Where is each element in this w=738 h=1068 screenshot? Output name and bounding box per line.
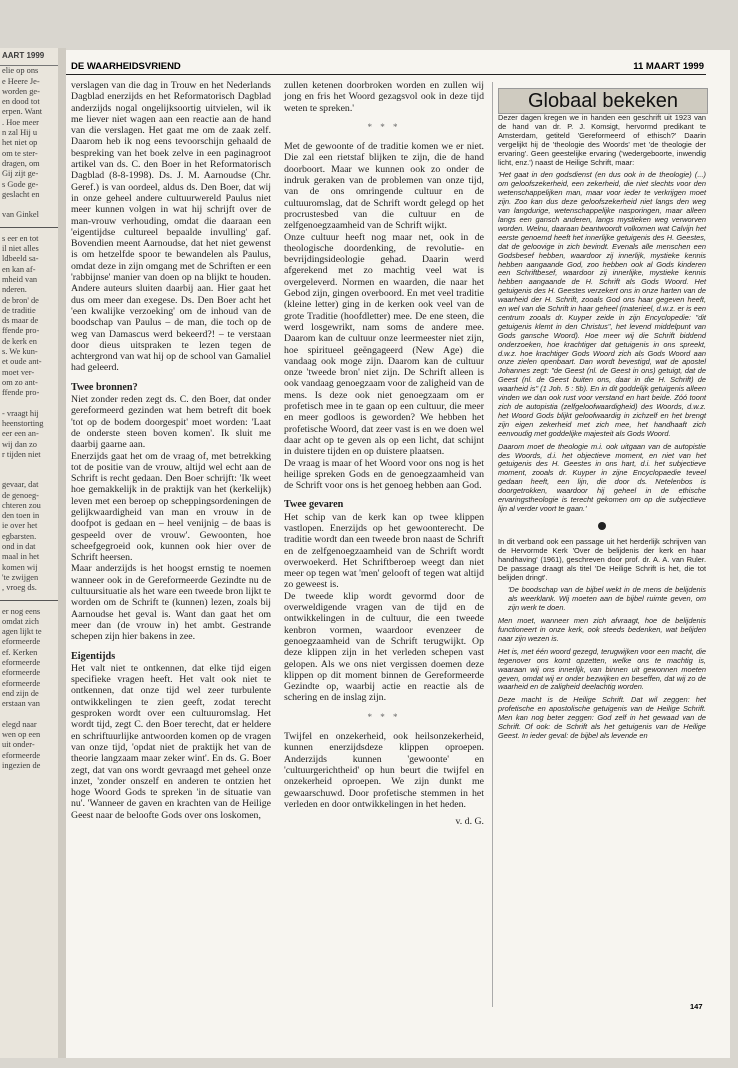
bullet-divider (598, 522, 606, 530)
quotation: 'Het gaat in den godsdienst (en dus ook in de theologie) (...) om geloofszekerheid, een zekerheid, die niet slechts voor den wetenschappelijken man, maar voor ieder te verkrijgen moet zijn. Zoo kan dus deze geloofszekerheid niet langs den weg van langdurige, wetenschappelijke nasporingen, maar alleen langs een gansch anderen, langs mystieken weg verworven worden. Welnu, daaraan beantwoordt volkomen wat Calvijn het eerste genoemd heeft het innerlijke getuigenis des H. Geestes, dat de geloovige in zich bevindt. Evenals alle menschen een Godsbesef hebben, waardoor zij innerlijk, mystieke kennis hebben aangaande God, zoo hebben ook al Gods kinderen een Schriftbesef, waardoor zij innerlijke, mystieke kennis hebben aangaande de H. Schrift als Gods Woord. Het getuigenis des H. Geestes verzekert ons in onze harten van de waarheid der H. Schrift, zooals God ons haar gegeven heeft, en wel van die Schrift in haar geheel (materieel, d.w.z. er is een centrum zooals dr. Kuyper zeide in zijn Encyclopedie: "dit getuigenis klemt in den Christus", het levend middelpunt van Gods gansche Woord). Hoe meer wij die Schrift biddend onderzoeken, hoe krachtiger dat getuigenis in ons spreekt, d.w.z. hoe krachtiger Gods Woord zich als Gods Woord aan onze zielen openbaart. Dan wordt bevestigd, wat de apostel Johannes zegt: "de Geest (nl. de Geest in ons) getuigt, dat de Geest (nl. de Geest buiten ons, daar in die H. Schrift) de waarheid is" (1 Joh. 5 : 5b). En in dit goddelijk getuigenis alleen vinden we dan ook rust voor verstand en hart beide. Zóó toont zich de autopistia (zelfgeloofwaardigheid) des Woords, d.w.z. het Woord Gods blijkt geloofwaardig in zichzelf en het brengt zijn eigen zekerheid met zich mee, het handhaaft zich eenvoudig met goddelijke majesteit als Gods Woord. (498, 170, 706, 438)
paragraph: In dit verband ook een passage uit het herderlijk schrijven van de Hervormde Kerk 'Over de belijdenis der kerk en haar handhaving' (1961), geschreven door prof. dr. A. A. van Ruler. De passage draagt als titel 'De Heilige Schrift is het, die tot belijden dringt'. (498, 536, 706, 582)
publication-date: 11 MAART 1999 (633, 61, 704, 72)
paragraph: Twijfel en onzekerheid, ook heilsonzekerheid, kunnen enerzijdsdeze klippen oproepen. Anderzijds kunnen 'gewoonte' en 'cultuurgerichtheid' op hun beurt die twijfel en onzekerheid oproepen. We zijn dunkt me gewaarschuwd. Door profetische stemmen in het verleden en door ontwikkelingen in het heden. (284, 731, 484, 810)
previous-page-line: . Hoe meer (2, 117, 39, 127)
previous-page-header: AART 1999 (0, 48, 58, 66)
previous-page-block (0, 480, 58, 593)
previous-page-line: agen lijkt te (2, 627, 42, 637)
previous-page-line: ldbeeld sa- (2, 254, 39, 264)
previous-page-line: elie op ons (2, 66, 39, 76)
paragraph: De vraag is maar of het Woord voor ons nog is het heilige spreken Gods en de genoegzaamheid van de Schrift voor ons is het genoeg hebben aan God. (284, 457, 484, 492)
previous-page-line: egbarsten. (2, 531, 37, 541)
quotation: Het is, met één woord gezegd, terugwijken voor een macht, die tegenover ons komt opzetten, welke ons te machtig is, waaraan wij ons innerlijk, van binnen uit gewonnen moeten geven, omdat wij er onder bezwijken en beseffen, dat wij zo de waarheid en de zaligheid deelachtig worden. (498, 646, 706, 692)
quotation: Men moet, wanneer men zich afvraagt, hoe de belijdenis functioneert in onze kerk, ook steeds bedenken, wat belijden naar zijn wezen is. (498, 616, 706, 643)
previous-page-line: komen wij (2, 562, 38, 572)
column-divider (492, 82, 493, 1007)
previous-page-line: chteren zou (2, 500, 41, 510)
previous-page-line: e Heere Je- (2, 76, 40, 86)
paragraph: Enerzijds gaat het om de vraag of, met betrekking tot de positie van de vrouw, altijd wel echt aan de Schrift is recht gedaan. Den Boer schrijft: 'Ik weet hoe gemakkelijk in de praktijk van het (kerkelijk) leven met een beroep op scheppingsordeningen de gelijkwaardigheid van man en vrouw in de doofpot is gedaan en – heel venijnig – de baas is gespeeld over de vrouw'. Gewoonten, hoe scheefgegroeid ook, kunnen ook hier over de Schrift heersen. (71, 450, 271, 564)
previous-page-block (0, 607, 58, 772)
page-number: 147 (690, 1002, 703, 1011)
previous-page-line: ffende pro- (2, 388, 40, 398)
previous-page-line (2, 399, 58, 409)
quotation: Deze macht is de Heilige Schrift. Dat wil zeggen: het profetische en apostolische getuigenis van de Heilige Schrift. Men kan nog beter zeggen: God zelf in het gewaad van de Schrift. Of ook: de Schrift als het getuigenis van de Heilige Geest. In ieder geval: de bijbel als levende en (498, 695, 706, 740)
previous-page-line: eformeerde (2, 637, 41, 647)
previous-page-line: eformeerde (2, 750, 41, 760)
quotation: Daarom moet de theologie m.i. ook uitgaan van de autopistie des Woords, d.i. het objectieve moment, en niet van het getuigenis des H. Geestes in ons hart, d.i. het subjectieve moment, zooals dr. Kuyper in zijne Encyclopaedie teveel gedaan heeft, een lijn, die door ds. Netelenbos is doorgetrokken, waardoor hij geheel in de ethische ervaringstheologie is terecht gekomen om op die subjectieve lijn al verder voort te gaan.' (498, 441, 706, 513)
previous-page-line (2, 710, 58, 720)
paragraph: Niet zonder reden zegt ds. C. den Boer, dat onder gereformeerd gezinden wat hem betreft dit boek 'tot op de bodem doorgespit' moet worden: 'Laat de onderste steen boven komen'. Ik sluit me daarbij gaarne aan. (71, 394, 271, 451)
previous-page-line: wen op een (2, 730, 41, 740)
publication-name: DE WAARHEIDSVRIEND (71, 61, 181, 72)
sidebar-title: Globaal bekeken (498, 88, 708, 114)
previous-page-line: elegd naar (2, 719, 37, 729)
previous-page-block (0, 234, 58, 461)
previous-page-line: omdat zich (2, 616, 39, 626)
previous-page-line: end zijn de (2, 688, 39, 698)
previous-page-line: s. We kun- (2, 347, 38, 357)
previous-page-line: gevaar, dat (2, 480, 39, 490)
previous-page-line: en dood tot (2, 97, 40, 107)
paragraph: Met de gewoonte of de traditie komen we er niet. Die zal een rietstaf blijken te zijn, die de hand doorboort. Maar we kunnen ook zo onder de indruk geraken van de problemen van onze tijd, van de ons omringende cultuur en de cultuuromslag, dat de Schrift wordt gelegd op het procrustesbed van die cultuur en de zelfgenoegzaamheid van de Schrift wijkt. (284, 141, 484, 232)
previous-page-line: de genoeg- (2, 490, 39, 500)
previous-page-line: worden ge- (2, 86, 40, 96)
previous-page-line: om te ster- (2, 148, 38, 158)
previous-page-line: 'te zwijgen (2, 572, 39, 582)
paragraph: Onze cultuur heeft nog maar net, ook in de theologische doordenking, de revolutie- en bevrijdingsideologie gehad. Daarin werd afgerekend met zo machtig veel wat is overgeleverd. Normen en waarden, die naar het Gebod zijn, gingen overboord. En met veel traditie (kleine letter) ging in de kerken ook veel van de grote Traditie (hoofdletter) mee. De ene steen, die werd losgewrikt, nam soms de andere mee. Daarom kan de cultuur onze leermeester niet zijn, hoe spiritueel geëngageerd (New Age) die vandaag ook moge zijn. Daarom kan de cultuur onze 'tweede bron' niet zijn. De Schrift alleen is ook vandaag genoegzaam voor de zaligheid van de mens. Is deze ook niet genoegzaam om er profetisch mee in te gaan op een cultuur, die meer en meer godloos is geworden? We hebben het profetische Woord, dat zeer vast is en we doen wel daar acht op te geven als op een licht, dat schijnt in duistere tijden en op duistere plaatsen. (284, 231, 484, 458)
previous-page-line: ie over het (2, 521, 38, 531)
previous-page-line (2, 200, 58, 210)
previous-page-line: il niet alles (2, 244, 39, 254)
section-divider: * * * (367, 121, 401, 132)
previous-page-line: ffende pro- (2, 326, 40, 336)
previous-page-line: et oude ant- (2, 357, 42, 367)
previous-page-line: ef. Kerken (2, 647, 38, 657)
paragraph: verslagen van die dag in Trouw en het Nederlands Dagblad enerzijds en het Reformatorisch Dagblad anderzijds nogal ongelijksoortig uitvielen, wil ik me liever niet wagen aan een reactie aan de hand van die verslagen. Het gaat me om de zaak zelf. Daarom heb ik nog eens tevoorschijn gehaald de bespreking van het boek zelve in een paginagroot artikel van ds. C. den Boer in het Reformatorisch Dagblad (8-8-1998). Ds. J. M. Aarnoudse (Chr. Geref.) is van oordeel, aldus ds. Den Boer, dat wij in onze geheel andere cultuurwereld Paulus niet meer kunnen volgen in wat hij schrijft over de man-vrouw verhouding, omdat die daaraan een 'eigentijdse cultureel bepaalde invulling' gaf. Bovendien meent Aarnoudse, dat het niet gewenst is om hetzelfde spoor te bewandelen als Paulus, omdat deze in zijn omgang met de Schriften er een 'rabbijnse' manier van doen op na blijkt te houden. Andere auteurs sluiten daarbij aan. Hier gaat het dus om meer dan exegese. Ds. Den Boer acht het 'een kwalijke verzoeking' om de inhoud van de boodschap van Paulus – de man, die toch op de weg van Damascus werd bekeerd?! – te verstaan door dieus uitspraken te lezen tegen de achtergrond van wat hij op de school van Gamaliel had geleerd. (71, 80, 271, 374)
previous-page-block (0, 66, 58, 220)
previous-page-line: ond in dat (2, 542, 36, 552)
previous-page-line: nderen. (2, 285, 27, 295)
previous-page-line: van Ginkel (2, 210, 39, 220)
previous-page-line: eformeerde (2, 678, 41, 688)
previous-page-line: er nog eens (2, 606, 41, 616)
previous-page-line: uit onder- (2, 740, 35, 750)
previous-page-line: en kan af- (2, 264, 36, 274)
previous-page-line: , vroeg ds. (2, 583, 37, 593)
previous-page-line: - vraagt hij (2, 408, 39, 418)
previous-page-line: de bron' de (2, 295, 39, 305)
previous-page-line: r tijden niet (2, 449, 41, 459)
previous-page-line: eer een an- (2, 429, 39, 439)
previous-page-line: geslacht en (2, 189, 40, 199)
previous-page-line: maal in het (2, 552, 40, 562)
previous-page-line: s Gode ge- (2, 179, 39, 189)
page-header (66, 60, 706, 75)
previous-page-line: dragen, om (2, 158, 40, 168)
sidebar-column (498, 114, 706, 745)
newspaper-page (66, 50, 730, 1058)
previous-page-line: den toen in (2, 511, 40, 521)
previous-page-line: erstaan van (2, 699, 40, 709)
article-column-2 (284, 80, 484, 827)
article-column-1 (71, 80, 271, 821)
previous-page-line: mheid van (2, 274, 38, 284)
previous-page-strip (0, 48, 58, 1058)
section-heading: Eigentijds (71, 650, 116, 662)
paragraph: Maar anderzijds is het hoogst ernstig te noemen wanneer ook in de Gereformeerde Gezindte nu de cultuursituatie als het ware een tweede bron lijkt te worden om de Schrift te (kunnen) lezen, zoals bij Aarnoudse het geval is. Want dan gaat het om meer dan (de vrouw in) het ambt. Gestrande schepen zijn hier bakens in zee. (71, 563, 271, 643)
section-heading: Twee gevaren (284, 499, 344, 511)
previous-page-line: ds maar de (2, 316, 39, 326)
previous-page-line: om zo ant- (2, 377, 38, 387)
paragraph: Het valt niet te ontkennen, dat elke tijd eigen specifieke vragen heeft. Het valt ook niet te ontkennen, dat onze tijd wel zeer turbulente ontwikkelingen te zien geeft, zodat terecht gesproken wordt over een cultuuromslag. Het wordt tijd, zegt C. den Boer terecht, dat er heldere en schriftuurlijke antwoorden komen op de vragen van onze tijd, 'opdat niet de praktijk het van de theorie langzaam maar zeker wint'. En ds. G. Boer zegt, dat van ons wordt gevraagd met geheel onze inzet, 'zonder onszelf en anderen te ontzien het hoge Woord Gods te spreken 'in de situatie van nu'. 'Wanneer de gaven en krachten van de Heilige Geest naar de beloofte Gods over ons loskomen, (71, 662, 271, 821)
previous-page-line: de kerk en (2, 336, 37, 346)
previous-page-line: eformeerde (2, 658, 41, 668)
section-divider: * * * (367, 711, 401, 722)
previous-page-line: n zal Hij u (2, 128, 38, 138)
section-heading: Twee bronnen? (71, 381, 138, 393)
page-gutter (58, 48, 66, 1058)
quotation: 'De boodschap van de bijbel wekt in de mens de belijdenis als weerklank. Wij moeten aan de bijbel ruimte geven, om zijn werk te doen. (508, 585, 706, 613)
author-signature: v. d. G. (455, 816, 484, 828)
previous-page-line: erpen. Want (2, 107, 43, 117)
previous-page-line: moet ver- (2, 367, 35, 377)
previous-page-line: wij dan zo (2, 439, 37, 449)
paragraph: Het schip van de kerk kan op twee klippen vastlopen. Enerzijds op het gewoonterecht. De traditie wordt dan een tweede bron naast de Schrift en de zelfgenoegzaamheid van de Schrift wordt overwoekerd. Het Schriftberoep weegt dan niet meer op tegen wat 'men' gelooft of tegen wat altijd zo geweest is. (284, 511, 484, 591)
previous-page-line: het niet op (2, 138, 38, 148)
previous-page-line: Gij zijt ge- (2, 169, 39, 179)
previous-page-line: eformeerde (2, 668, 41, 678)
paragraph: zullen ketenen doorbroken worden en zullen wij jong en fris het Woord gezagsvol ook in deze tijd weten te spreken.' (284, 80, 484, 114)
previous-page-line: s eer en tot (2, 233, 39, 243)
previous-page-line: de traditie (2, 305, 36, 315)
previous-page-line: ingezien de (2, 761, 41, 770)
previous-page-line: heenstorting (2, 419, 44, 429)
paragraph: De tweede klip wordt gevormd door de overweldigende vragen van de tijd en de ontwikkelingen in de cultuur, die een tweede kenbron vormen, waardoor evenzeer de genoegzaamheid van de Schrift terugwijkt. Op deze klippen zijn in het verleden schepen vast gelopen. Als we ons niet vergissen doemen deze klippen op dit moment binnen de Gereformeerde Gezindte op, waarbij actie en reactie als de schering en de inslag zijn. (284, 590, 484, 704)
paragraph: Dezer dagen kregen we in handen een geschrift uit 1923 van de hand van dr. P. J. Komsigt, hervormd predikant te Amsterdam, getiteld 'Gereformeerd of ethisch?' Daarin vergelijkt hij de 'theologie des Woords' met 'de theologie der ervaring'. Geen geestelijke ervaring ('wedergeboorte, inwendig licht, enz.') naast de Heilige Schrift, maar: (498, 113, 706, 167)
